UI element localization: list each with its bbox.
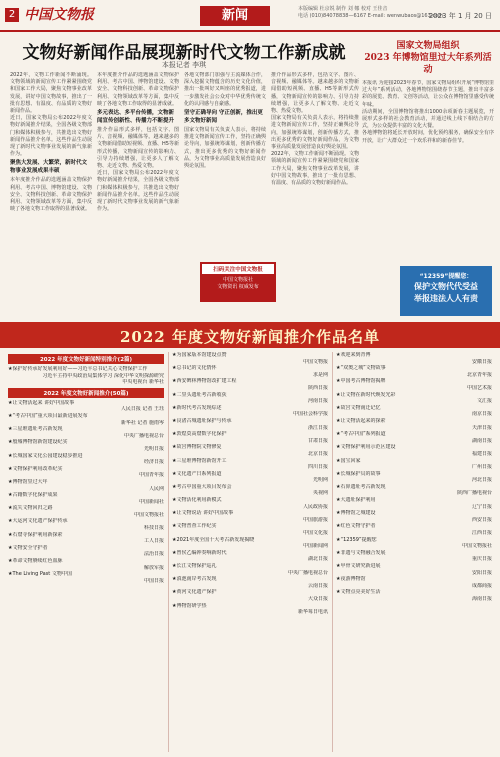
work-outlet: 海南日报 bbox=[471, 595, 492, 602]
work-outlet: 中央广播电视总台 bbox=[287, 569, 328, 576]
story-paragraph: 2022年，文物工作新闻不断涌现。文物领域的新闻宣传工作紧紧围绕党和国家工作大局，聚焦文物事业改革发展，讲好中国文物故事，推出了一批有思想、有温度、有品质的文物好新闻作品。 bbox=[271, 151, 359, 187]
lead-byline: 本报记者 李琪 bbox=[161, 61, 207, 69]
work-title: ★甲骨文研究新进展 bbox=[336, 563, 381, 569]
work-title: ★古籍数字化保护成果 bbox=[8, 492, 58, 499]
page-number: 2 bbox=[5, 8, 19, 22]
work-outlet: 人民网 bbox=[148, 485, 164, 492]
story-paragraph: 本年度推介作品的选题涵盖文物保护利用、考古中国、博物馆建设、文物安全、文物科技创新、革命文物保护利用、文物领域改革等方面，集中反映了各地文物工作取得的显著成就。 bbox=[97, 72, 179, 107]
work-outlet: 解放军报 bbox=[143, 564, 164, 571]
ad-line-3: 举报违法人人有责 bbox=[414, 294, 478, 303]
work-title: ★“12359”提醒您 bbox=[336, 536, 377, 543]
work-outlet: 湖南日报 bbox=[471, 437, 492, 444]
work-outlet: 福建日报 bbox=[471, 450, 492, 457]
story-subhead: 坚守正确导向 守正创新，推出更多文物好新闻 bbox=[184, 110, 263, 124]
sidebar-paragraph: 本报讯 为迎接2023年春节，国家文物局组织开展“博物馆里过大年”系列活动，各地博物馆围绕春节主题，推出丰富多彩的展览、教育、文创等活动，让公众在博物馆里感受传统年味。 bbox=[362, 80, 494, 108]
section-tag: 新闻 bbox=[200, 6, 270, 26]
work-title: ★文物普查工作纪实 bbox=[172, 523, 217, 530]
work-title: ★为国家版本馆建设点赞 bbox=[172, 352, 227, 358]
header-divider bbox=[0, 30, 500, 32]
work-outlet: 新华社 记者 施雨岑 bbox=[120, 419, 164, 426]
story-paragraph: 近日，国家文物局公布2022年度文物好新闻推介结果，全国各级文物部门和媒体积极参与，共推选出文物好新闻作品推介名单。这些作品生动展现了新时代文物事业发展的新气象新作为。 bbox=[97, 170, 179, 213]
work-title: ★文物保护利用改革纪实 bbox=[8, 465, 63, 472]
work-outlet: 科技日报 bbox=[143, 525, 164, 532]
work-outlet: 陕西广播电视台 bbox=[456, 490, 492, 497]
work-title: ★欢迎来到青博 bbox=[336, 352, 371, 358]
work-outlet: 中国文物报社 bbox=[133, 511, 164, 518]
lead-story-body bbox=[10, 72, 360, 320]
work-title: ★非遗与文物融合发展 bbox=[336, 549, 386, 556]
work-outlet: 中国新闻社 bbox=[138, 498, 164, 505]
work-title: ★文物安全守护者 bbox=[8, 544, 48, 551]
work-title: ★新时代考古发现综述 bbox=[172, 404, 222, 411]
work-title: ★让文物活起来的探索 bbox=[336, 417, 386, 424]
work-title: ★“考古中国”重大项目最新进展发布 bbox=[8, 412, 88, 419]
work-title: ★长江文物保护巡礼 bbox=[172, 563, 217, 569]
work-outlet: 中国青年报 bbox=[138, 472, 164, 479]
work-outlet: 湖北日报 bbox=[307, 556, 328, 563]
work-title: ★滇池南岸考古发现 bbox=[172, 576, 217, 583]
work-title: ★黄河文化遗产保护 bbox=[172, 589, 217, 596]
work-title: ★革命文物赓续红色血脉 bbox=[8, 558, 63, 565]
work-outlet: 中国社会科学报 bbox=[292, 411, 328, 418]
work-outlet: 重庆日报 bbox=[471, 556, 492, 563]
column-divider bbox=[332, 352, 333, 752]
story-paragraph: 各地文物部门加强与主流媒体合作，深入挖掘文物蕴含的历史文化价值，推出一批叫好又叫座的优秀报道，进一步激发社会公众对中华优秀传统文化的认同感与自豪感。 bbox=[184, 72, 266, 107]
work-title: ★考古中国重大项目发布会 bbox=[172, 483, 232, 490]
recommend-column-1 bbox=[8, 352, 164, 754]
work-outlet: 四川日报 bbox=[307, 464, 328, 471]
work-title: ★大遗址保护利用 bbox=[336, 497, 376, 504]
work-outlet: 浙江日报 bbox=[307, 424, 328, 431]
work-outlet: 河南日报 bbox=[307, 398, 328, 405]
work-outlet: 北京日报 bbox=[307, 450, 328, 457]
work-outlet: 辽宁日报 bbox=[471, 503, 492, 510]
recommend-column-2 bbox=[172, 352, 328, 754]
work-title: ★博物馆研学热 bbox=[172, 602, 207, 609]
work-outlet: 天津日报 bbox=[471, 424, 492, 431]
work-outlet: 光明日报 bbox=[143, 445, 164, 452]
work-outlet: 河北日报 bbox=[471, 477, 492, 484]
work-title: ★夜游博物馆 bbox=[336, 576, 366, 583]
newspaper-masthead: 中国文物报 bbox=[24, 7, 94, 23]
work-outlet: 工人日报 bbox=[143, 538, 164, 545]
story-paragraph: 国家文物局有关负责人表示，将持续推进文物新闻宣传工作，坚持正确舆论导向，加强统筹谋划，创新传播方式，推出更多优秀的文物好新闻作品，为文物事业高质量发展营造良好舆论氛围。 bbox=[184, 127, 266, 170]
qr-caption: 文物资讯 权威发布 bbox=[217, 284, 259, 290]
editor-contacts: 本版编辑 杜京锐 制作 刘 娜 校对 王佳音 电话 (010)84078838—6167 E-mail: wenwubaos@163.com bbox=[298, 6, 444, 19]
work-outlet: 人民政协报 bbox=[302, 503, 328, 510]
work-outlet: 求是网 bbox=[312, 371, 328, 378]
work-title: ★故宫文物南迁记忆 bbox=[336, 404, 381, 411]
work-title: ★三星堆博物馆新馆开工 bbox=[172, 457, 227, 464]
work-title: ★故宫博物院文物修复 bbox=[172, 444, 222, 451]
qr-subtitle: 中国文物报社 bbox=[222, 277, 253, 283]
work-title: ★文物保护利用示范区建设 bbox=[336, 444, 396, 451]
work-title: ★中国考古博物馆揭牌 bbox=[336, 378, 386, 385]
work-title: ★流失文物回归之路 bbox=[8, 505, 53, 512]
work-outlet: 江西日报 bbox=[471, 530, 492, 537]
story-column-4 bbox=[271, 72, 359, 320]
work-title: ★二里头遗址考古新收获 bbox=[172, 391, 227, 398]
work-title: ★让文物在新时代焕发光彩 bbox=[336, 391, 396, 398]
work-title: ★让文物说话 讲好中国故事 bbox=[172, 510, 234, 517]
work-outlet: 成都商报 bbox=[471, 582, 492, 589]
work-title: ★三星堆遗址考古新发现 bbox=[8, 426, 63, 433]
work-outlet: 北京青年报 bbox=[466, 371, 492, 378]
work-title: ★红色文物守护者 bbox=[336, 523, 376, 530]
story-subhead: 多元表达、多平台传播，文物新闻宣传创新性、传播力不断提升 bbox=[97, 110, 175, 124]
work-title: ★“考古中国”系列报道 bbox=[336, 431, 386, 438]
work-title: ★博物馆之城建设 bbox=[336, 510, 376, 517]
work-title: ★石窟寺保护利用新探索 bbox=[8, 531, 63, 538]
work-title: ★敦煌莫高窟数字化保护 bbox=[172, 431, 227, 438]
story-paragraph: 2022年，文物工作新闻不断涌现。文物领域的新闻宣传工作紧紧围绕党和国家工作大局，聚焦文物事业改革发展，讲好中国文物故事，推出了一批有思想、有温度、有品质的文物好新闻作品。 bbox=[10, 72, 92, 115]
work-title: ★博物馆里过大年 bbox=[8, 478, 48, 485]
work-outlet: 大众日报 bbox=[307, 595, 328, 602]
work-title: ★文化遗产日系列报道 bbox=[172, 470, 222, 477]
category-header: 2022 年度文物好新闻特别推介(2篇) bbox=[8, 354, 164, 364]
sidebar-headline: 国家文物局组织 2023 年博物馆里过大年系列活动 bbox=[364, 41, 492, 75]
work-outlet: 云南日报 bbox=[307, 582, 328, 589]
work-outlet: 中国文物报 bbox=[302, 358, 328, 365]
recommend-column-3 bbox=[336, 352, 492, 754]
story-column-2 bbox=[97, 72, 179, 320]
page-header bbox=[0, 0, 500, 30]
sidebar-paragraph: 各地博物馆将延长开放时间，优化预约服务，确保安全有序开放，让广大群众过一个欢乐祥和的新春佳节。 bbox=[362, 130, 494, 144]
category-header: 2022 年度文物好新闻推介(50篇) bbox=[8, 388, 164, 398]
public-service-ad bbox=[400, 266, 492, 316]
work-outlet: 中国艺术报 bbox=[466, 384, 492, 391]
work-outlet: 中国新闻网 bbox=[302, 543, 328, 550]
qr-title: 扫码关注中国文物报 bbox=[202, 264, 274, 274]
work-title: ★The Living Past 文物中国 bbox=[8, 571, 72, 578]
ad-line-1: “12359”提醒您： bbox=[419, 273, 473, 280]
work-title: ★大运河文化遗产保护传承 bbox=[8, 518, 68, 525]
story-paragraph: 推介作品形式多样，包括文字、图片、音视频、融媒体等。越来越多的文物新闻借助短视频、直播、H5等新形式传播，文物新闻宣传的影响力、引导力持续增强，让更多人了解文物、走近文物、热爱文物。 bbox=[97, 127, 179, 170]
story-paragraph: 近日，国家文物局公布2022年度文物好新闻推介结果，全国各级文物部门和媒体积极参与，共推选出文物好新闻作品推介名单。这些作品生动展现了新时代文物事业发展的新气象新作为。 bbox=[10, 115, 92, 158]
work-outlet: 中国日报 bbox=[143, 577, 164, 584]
work-title: ★保护好传承好发展利用好——习近平总书记关心文物保护工作 bbox=[8, 366, 148, 372]
work-outlet: 中国文化报 bbox=[302, 530, 328, 537]
work-outlet: 中央电视台 新华社 bbox=[122, 379, 164, 386]
work-outlet: 西安日报 bbox=[471, 516, 492, 523]
story-paragraph: 推介作品形式多样，包括文字、图片、音视频、融媒体等。越来越多的文物新闻借助短视频、直播、H5等新形式传播，文物新闻宣传的影响力、引导力持续增强，让更多人了解文物、走近文物、热爱文物。 bbox=[271, 72, 359, 115]
work-outlet: 法治日报 bbox=[143, 551, 164, 558]
work-outlet: 人民日报 记者 王珏 bbox=[120, 406, 164, 413]
work-title: ★殷墟博物馆新馆建设纪实 bbox=[8, 439, 68, 446]
story-column-1 bbox=[10, 72, 92, 320]
work-outlet: 光明网 bbox=[312, 477, 328, 484]
work-outlet: 经济日报 bbox=[143, 459, 164, 466]
work-title: ★长城保护员的故事 bbox=[336, 470, 381, 477]
work-outlet: 新华每日电讯 bbox=[297, 609, 328, 616]
story-paragraph: 国家文物局有关负责人表示，将持续推进文物新闻宣传工作，坚持正确舆论导向，加强统筹谋划，创新传播方式，推出更多优秀的文物好新闻作品，为文物事业高质量发展营造良好舆论氛围。 bbox=[271, 115, 359, 151]
work-outlet: 中央广播电视总台 bbox=[123, 432, 164, 439]
story-subhead: 聚焦大发展、大繁荣，新时代文物事业发展成果丰硕 bbox=[10, 160, 88, 174]
work-outlet: 南京日报 bbox=[471, 411, 492, 418]
work-title: ★曾侯乙编钟奏响新时代 bbox=[172, 549, 227, 556]
work-outlet: 广州日报 bbox=[471, 464, 492, 471]
work-title: ★总书记的文化情怀 bbox=[172, 365, 217, 372]
work-title: ★良渚古城遗址保护与传承 bbox=[172, 417, 232, 424]
work-title: ★文物活化利用新模式 bbox=[172, 497, 222, 504]
work-outlet: 习近平主持中央政治局集体学习 深化中华文明探源研究 bbox=[42, 372, 164, 379]
column-divider bbox=[168, 352, 169, 752]
work-outlet: 央视网 bbox=[312, 490, 328, 497]
work-title: ★让文物活起来 讲好中国故事 bbox=[8, 399, 75, 406]
story-paragraph: 本年度推介作品的选题涵盖文物保护利用、考古中国、博物馆建设、文物安全、文物科技创新、革命文物保护利用、文物领域改革等方面，集中反映了各地文物工作取得的显著成就。 bbox=[10, 177, 92, 213]
work-title: ★国宝回家 bbox=[336, 457, 361, 464]
qr-code-box bbox=[200, 262, 276, 302]
work-outlet: 甘肃日报 bbox=[307, 437, 328, 444]
work-title: ★文物点亮美好生活 bbox=[336, 589, 381, 596]
work-outlet: 中国文物报社 bbox=[461, 543, 492, 550]
work-outlet: 安徽日报 bbox=[471, 358, 492, 365]
sidebar-paragraph: 活动期间，全国博物馆将推出1000余项新春主题展览，开展形式多样的社会教育活动，并通过线上线下相结合的方式，为公众提供丰富的文化大餐。 bbox=[362, 108, 494, 130]
work-title: ★长城国家文化公园建设稳步推进 bbox=[8, 452, 83, 459]
work-title: ★“双奥之城”文物故事 bbox=[336, 365, 386, 372]
work-outlet: 中国旅游报 bbox=[302, 516, 328, 523]
lead-headline: 文物好新闻作品展现新时代文物工作新成就 bbox=[22, 43, 346, 63]
work-title: ★2021年度全国十大考古新发现揭晓 bbox=[172, 536, 255, 543]
issue-date: 2023 年 1 月 20 日 bbox=[428, 12, 492, 20]
recommend-banner-title: 2022 年度文物好新闻推介作品名单 bbox=[120, 328, 380, 346]
recommend-banner bbox=[0, 322, 500, 348]
work-title: ★西安碑林博物馆改扩建工程 bbox=[172, 378, 237, 385]
work-outlet: 陕西日报 bbox=[307, 384, 328, 391]
work-title: ★石峁遗址考古新发现 bbox=[336, 483, 386, 490]
ad-line-2: 保护文物代代受益 bbox=[414, 282, 478, 291]
work-outlet: 文汇报 bbox=[476, 398, 492, 405]
work-outlet: 安阳日报 bbox=[471, 569, 492, 576]
